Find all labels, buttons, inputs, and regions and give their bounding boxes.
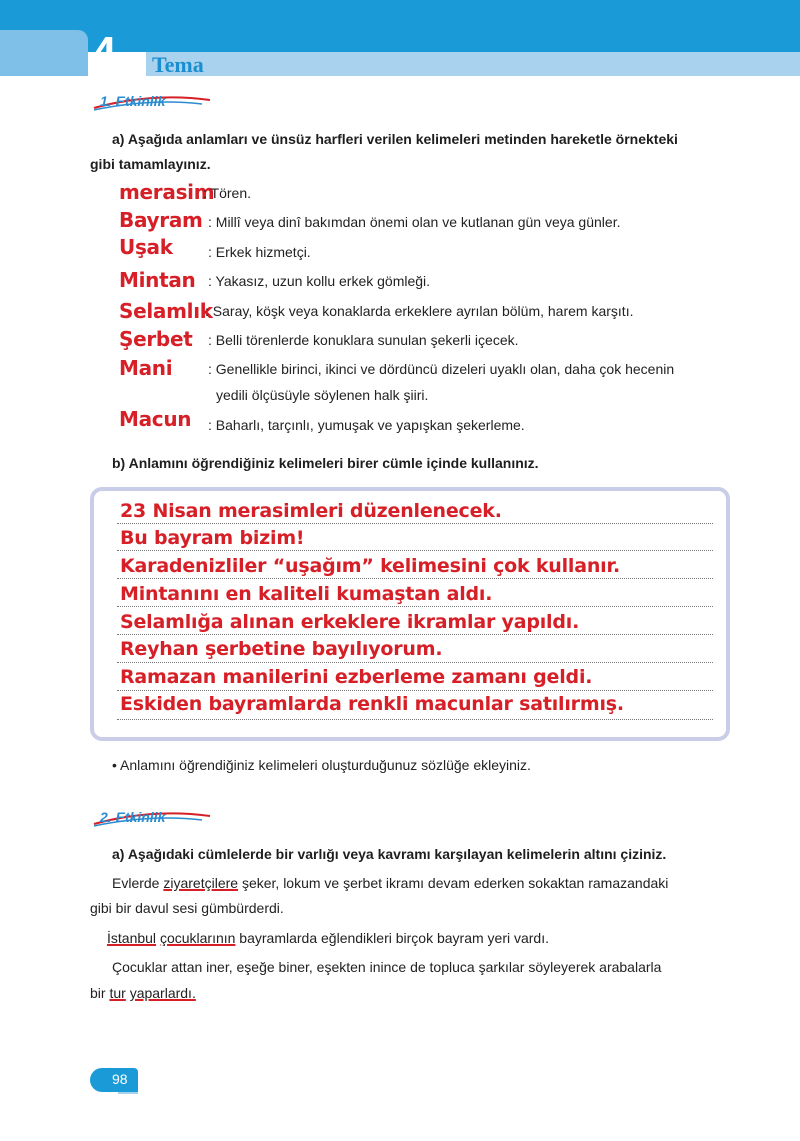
writing-line [117, 719, 713, 720]
activity1-question-a-line2: gibi tamamlayınız. [90, 156, 211, 172]
activity1-label: 1. Etkinlik [100, 93, 166, 109]
writing-line [117, 662, 713, 663]
answer-sentence: Karadenizliler “uşağım” kelimesini çok kullanır. [120, 555, 620, 577]
vocab-definition: : Erkek hizmetçi. [208, 244, 311, 260]
vocab-definition: : Belli törenlerde konuklara sunulan şekerli içecek. [208, 332, 519, 348]
activity1-question-b: b) Anlamını öğrendiğiniz kelimeleri birer cümle içinde kullanınız. [112, 455, 539, 471]
underlined-word: çocuklarının [159, 930, 236, 946]
writing-line [117, 634, 713, 635]
answer-sentence: 23 Nisan merasimleri düzenlenecek. [120, 500, 502, 522]
vocab-word: Mani [119, 356, 173, 380]
unit-number: 4. [92, 28, 131, 77]
vocab-word: Selamlık [119, 299, 213, 323]
activity2-label: 2. Etkinlik [100, 809, 166, 825]
activity1-note: • Anlamını öğrendiğiniz kelimeleri oluşturduğunuz sözlüğe ekleyiniz. [112, 757, 531, 773]
activity2-paragraph1: Evlerde ziyaretçilere şeker, lokum ve şerbet ikramı devam ederken sokaktan ramazandaki [112, 875, 669, 891]
underlined-word: yaparlardı. [129, 985, 196, 1001]
answer-sentence: Mintanını en kaliteli kumaştan aldı. [120, 583, 493, 605]
page-number: 98 [112, 1071, 128, 1087]
writing-line [117, 690, 713, 691]
vocab-definition: : Baharlı, tarçınlı, yumuşak ve yapışkan şekerleme. [208, 417, 525, 433]
activity2-paragraph1-cont: gibi bir davul sesi gümbürderdi. [90, 900, 284, 916]
writing-line [117, 578, 713, 579]
underlined-word: tur [109, 985, 126, 1001]
vocab-word: merasim [119, 180, 215, 204]
unit-title: Tema [152, 52, 204, 77]
vocab-word: Mintan [119, 268, 196, 292]
unit-tab [0, 30, 88, 76]
activity1-question-a-line1: a) Aşağıda anlamları ve ünsüz harfleri verilen kelimeleri metinden hareketle örnekteki [112, 131, 678, 147]
vocab-definition-continued: yedili ölçüsüyle söylenen halk şiiri. [216, 387, 429, 403]
underlined-word: ziyaretçilere [163, 875, 239, 891]
answer-sentence: Bu bayram bizim! [120, 527, 305, 549]
writing-line [117, 606, 713, 607]
unit-title-band [146, 52, 800, 76]
writing-line [117, 550, 713, 551]
vocab-definition: : Yakasız, uzun kollu erkek gömleği. [208, 273, 431, 289]
vocab-word: Uşak [119, 235, 173, 259]
vocab-definition: : Millî veya dinî bakımdan önemi olan ve kutlanan gün veya günler. [208, 214, 621, 230]
vocab-word: Bayram [119, 208, 203, 232]
vocab-word: Şerbet [119, 327, 193, 351]
answer-sentence: Eskiden bayramlarda renkli macunlar satılırmış. [120, 693, 624, 715]
vocab-definition: : Tören. [203, 185, 251, 201]
writing-line [117, 523, 713, 524]
vocab-word: Macun [119, 407, 192, 431]
activity2-paragraph3-cont: bir tur yaparlardı. [90, 985, 196, 1001]
underlined-word: İstanbul [107, 930, 157, 946]
vocab-definition: : Saray, köşk veya konaklarda erkeklere ayrılan bölüm, harem karşıtı. [205, 303, 634, 319]
vocab-definition: : Genellikle birinci, ikinci ve dördüncü dizeleri uyaklı olan, daha çok hecenin [208, 361, 675, 377]
activity2-question-a: a) Aşağıdaki cümlelerde bir varlığı veya kavramı karşılayan kelimelerin altını çiziniz. [112, 846, 667, 862]
answer-sentence: Selamlığa alınan erkeklere ikramlar yapıldı. [120, 611, 580, 633]
activity2-paragraph3: Çocuklar attan iner, eşeğe biner, eşekten inince de topluca şarkılar söyleyerek arabalarla [112, 959, 662, 975]
answer-sentence: Ramazan manilerini ezberleme zamanı geldi. [120, 666, 593, 688]
answer-sentence: Reyhan şerbetine bayılıyorum. [120, 638, 443, 660]
activity2-paragraph2: İstanbul çocuklarının bayramlarda eğlendikleri birçok bayram yeri vardı. [107, 930, 549, 946]
